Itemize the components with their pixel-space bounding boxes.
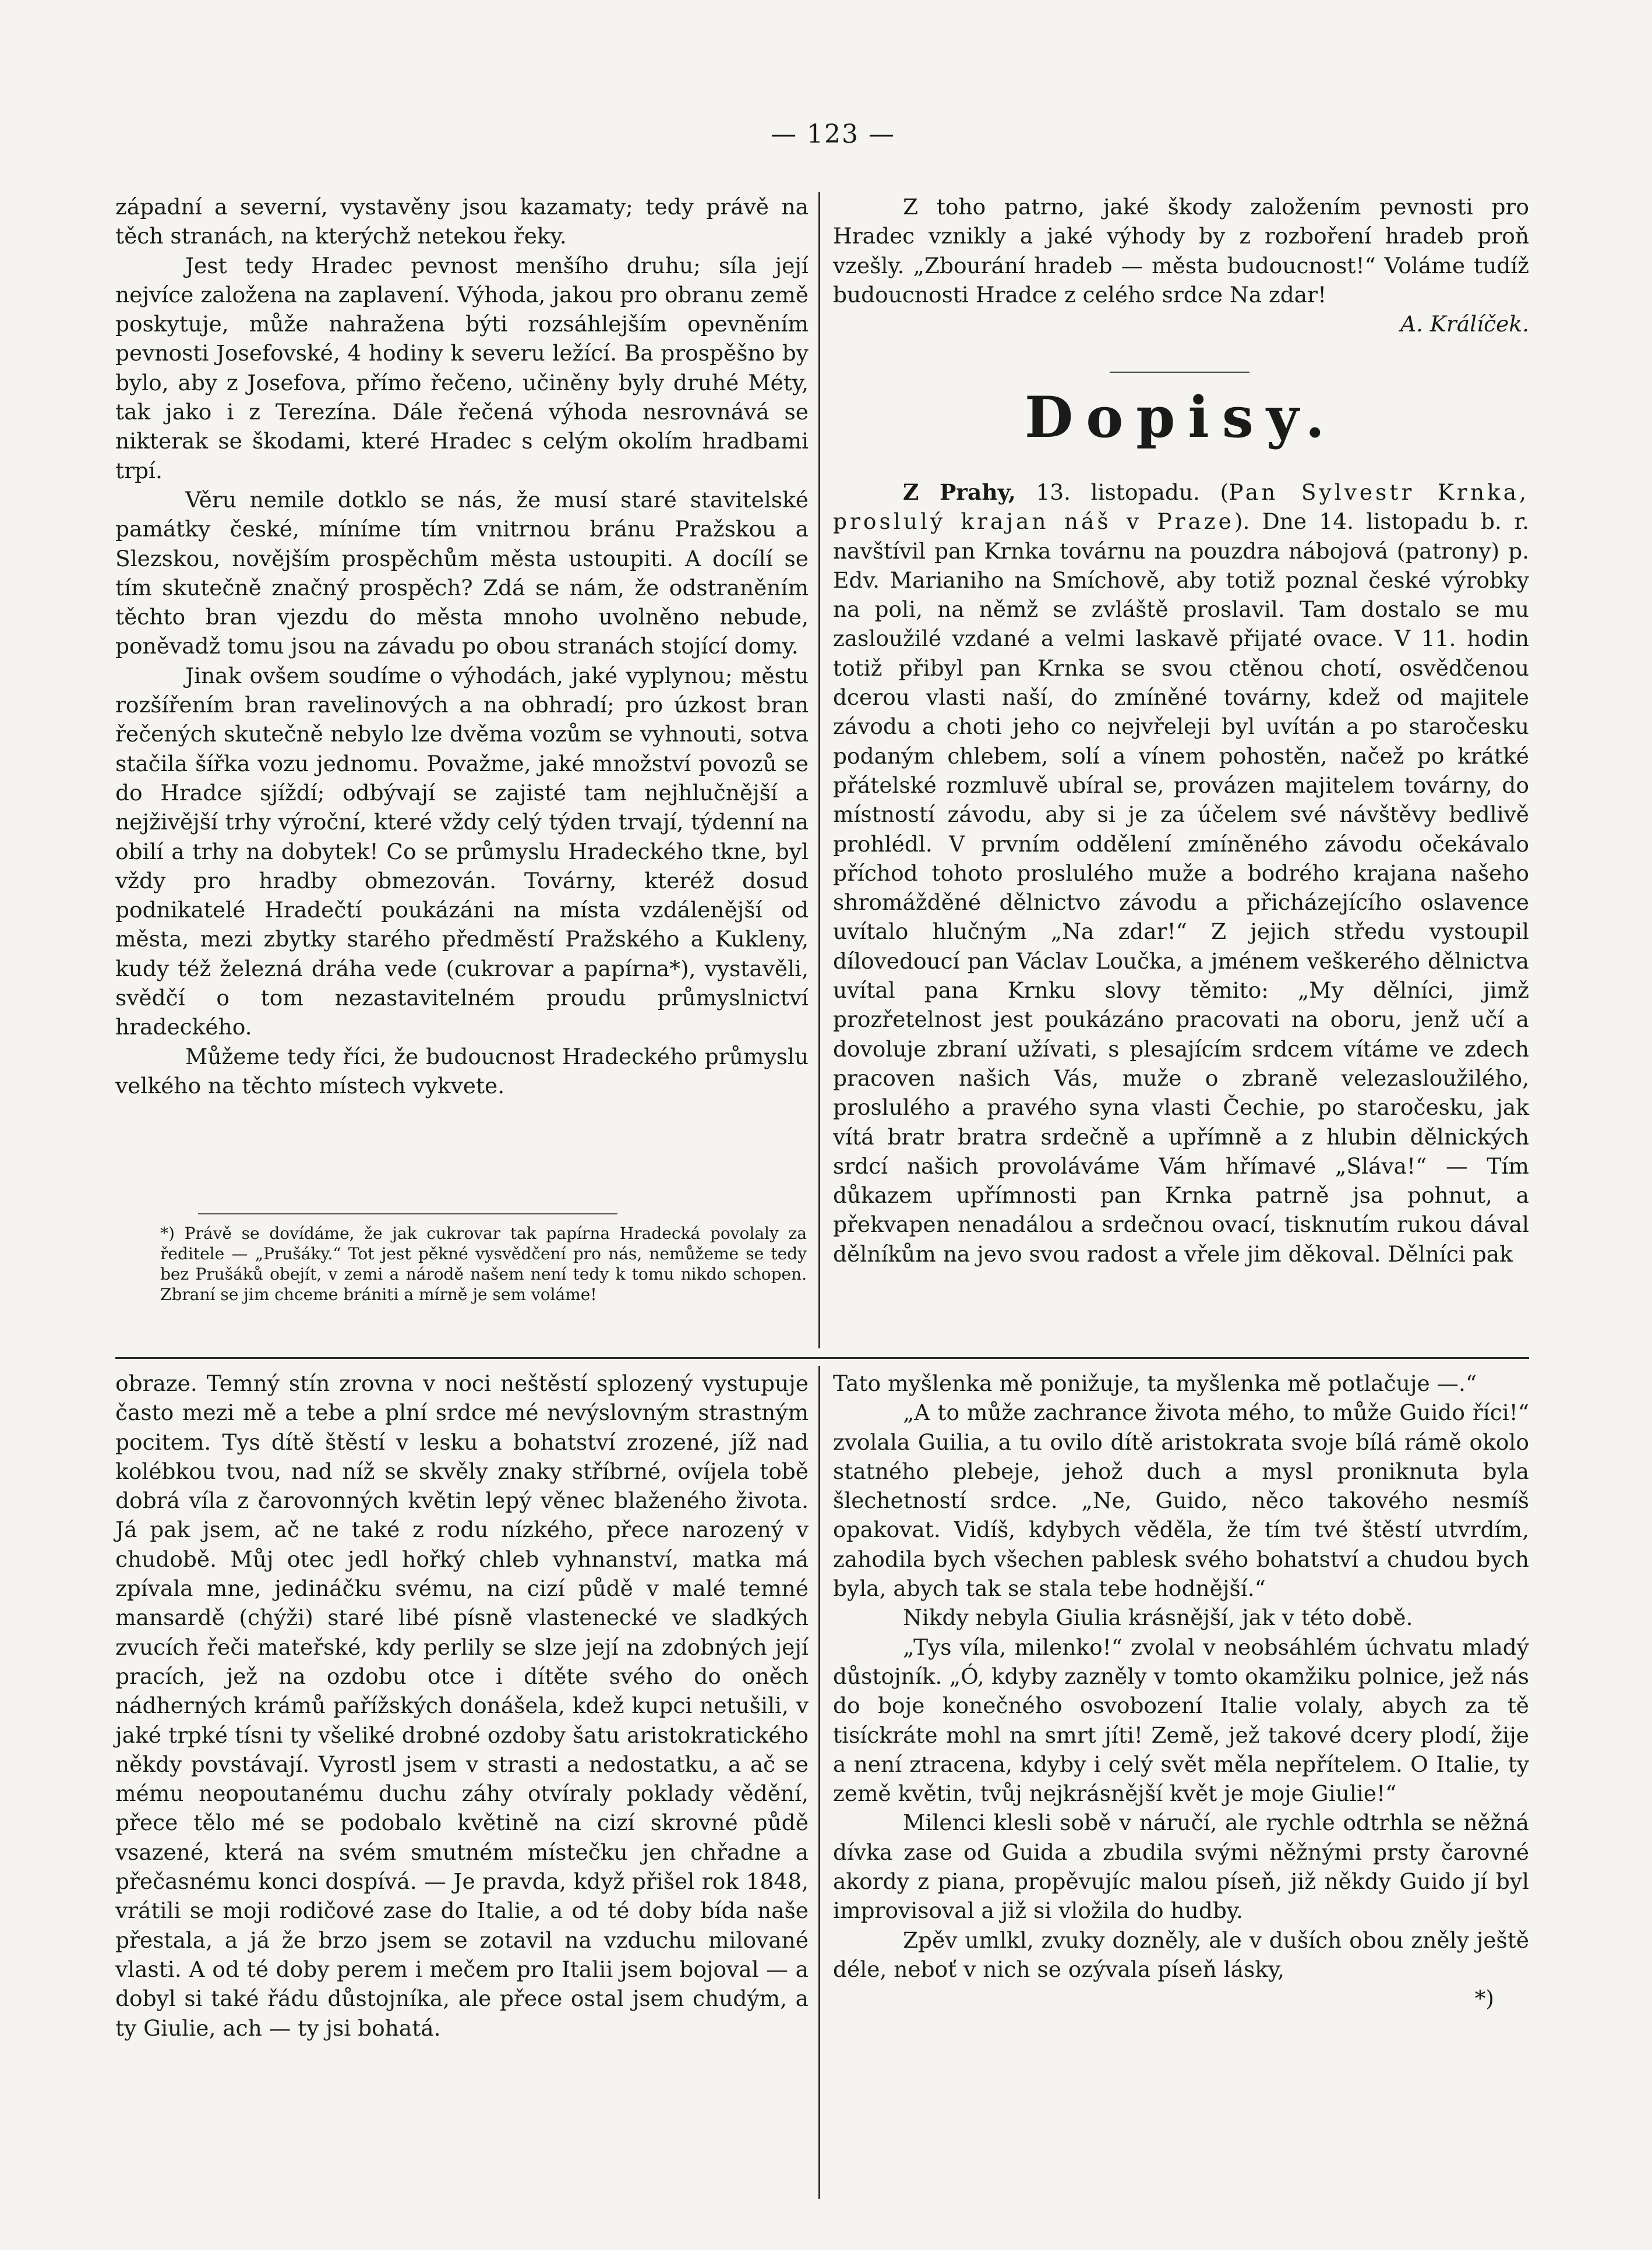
paragraph: Milenci klesli sobě v náručí, ale rychle odtrhla se něžná dívka zase od Guida a zbudila svými něžnými prsty čarovné akordy z piana, propěvujíc malou píseň, již někdy Guido jí byl improvisoval a již si vložila do hudby. xyxy=(833,1810,1529,1924)
column-divider-bottom xyxy=(818,1366,820,2199)
letter-body: ). Dne 14. listopadu b. r. navštívil pan Krnka továrnu na pouzdra nábojová (patrony) p. Edv. Marianiho na Smíchově, aby totiž poznal české výrobky na poli, na němž se zvláště proslavil. Tam dostalo se mu zasloužilé vzdané a velmi laskavě přijaté ovace. V 11. hodin totiž přibyl pan Krnka se svou ctěnou chotí, osvědčenou dcerou vlasti naší, do zmíněné továrny, kdež od majitele závodu a choti jeho co nejvřeleji byl uvítán a po staročesku podaným chlebem, solí a vínem pohostěn, načež po krátké přátelské rozmluvě ubíral se, provázen majitelem továrny, do místností závodu, aby si je za účelem své návštěvy bedlivě prohlédl. V prvním oddělení zmíněného závodu očekávalo příchod tohoto proslulého muže a bodrého krajana našeho shromážděné dělnictvo závodu a přicházejícího oslavence uvítalo hlučným „Na zdar!“ Z jejich středu vystoupil dílovedoucí pan Václav Loučka, a jménem veškerého dělnictva uvítal pana Krnku slovy těmito: „My dělníci, jimž prozřetelnost jest poukázáno pracovati na oboru, jenž učí a dovoluje zbraní užívati, s plesajícím srdcem vítáme ve zdech pracoven našich Vás, muže o zbraně velezasloužilého, proslulého a pravého syna vlasti Čechie, po staročesku, jak vítá bratr bratra srdečně a upřímně a z hlubin dělnických srdcí našich provoláváme Vám hřímavé „Sláva!“ — Tím důkazem upřímnosti pan Krnka patrně jsa pohnut, a překvapen nenadálou a srdečnou ovací, tisknutím rukou dával dělníkům na jevo svou radost a vřele jim děkoval. Dělníci pak xyxy=(833,508,1530,1267)
page-number: — 123 — xyxy=(771,119,895,149)
signature-line xyxy=(833,309,1529,338)
footnote-rule xyxy=(198,1213,617,1214)
author-signature: A. Králíček. xyxy=(1400,311,1529,337)
date: 13. listopadu. ( xyxy=(1015,479,1229,505)
letter-from-prague xyxy=(833,478,1529,1269)
article-hradec-continued xyxy=(115,192,809,1100)
footnote-text: *) Právě se dovídáme, že jak cukrovar tak papírna Hradecká povolaly za ředitele — „Prušáky.“ Tot jest pěkné vysvědčení pro nás, nemůžeme se tedy bez Prušáků obejít, v zemi a národě našem není tedy k tomu nikdo schopen. Zbraní se jim chceme brániti a mírně je sem voláme! xyxy=(160,1224,807,1304)
paragraph: Jest tedy Hradec pevnost menšího druhu; síla její nejvíce založena na zaplavení. Výhoda, jakou pro obranu země poskytuje, může nahražena býti rozsáhlejším opevněním pevnosti Josefovské, 4 hodiny k severu ležící. Ba prospěšno by bylo, aby z Josefova, přímo řečeno, učiněny byly druhé Méty, tak jako i z Terezína. Dále řečená výhoda nesrovnává se nikterak se škodami, které Hradec s celým okolím hradbami trpí. xyxy=(115,252,809,483)
article-end-rule xyxy=(1110,372,1249,373)
paragraph: Zpěv umlkl, zvuky dozněly, ale v duších obou zněly ještě déle, neboť v nich se ozývala píseň lásky, xyxy=(833,1927,1529,1982)
feuilleton-left xyxy=(115,1369,809,2043)
dateline: Z Prahy, xyxy=(903,479,1016,505)
spaced-text: Pan Sylvestr Krnka, proslulý krajan náš v Praze xyxy=(833,479,1529,535)
paragraph: „Tys víla, milenko!“ zvolal v neobsáhlém úchvatu mladý důstojník. „Ó, kdyby zazněly v tomto okamžiku polnice, jež nás do boje konečného osvobození Italie volaly, abych za tě tisíckráte mohl na smrt jíti! Země, jež takové dcery plodí, žije a není ztracena, kdyby i celý svět měla nepřítelem. O Italie, ty země květin, tvůj nejkrásnější květ je moje Giulie!“ xyxy=(833,1634,1529,1807)
section-divider xyxy=(115,1357,1529,1359)
paragraph: Věru nemile dotklo se nás, že musí staré stavitelské památky české, míníme tím vnitrnou bránu Pražskou a Slezskou, novějším prospěchům města ustoupiti. A docílí se tím skutečně značný prospěch? Zdá se nám, že odstraněním těchto bran vjezdu do města mnoho uvolněno nebude, poněvadž tomu jsou na závadu po obou stranách stojící domy. xyxy=(115,486,809,659)
section-heading-dopisy: Dopisy. xyxy=(1024,384,1338,450)
article-hradec-conclusion xyxy=(833,192,1529,338)
paragraph: Z toho patrno, jaké škody založením pevnosti pro Hradec vznikly a jaké výhody by z rozboření hradeb proň vzešly. „Zbourání hradeb — města budoucnost!“ Voláme tudíž budoucnosti Hradce z celého srdce Na zdar! xyxy=(833,194,1529,308)
paragraph xyxy=(833,478,1529,1269)
column-divider-top xyxy=(818,192,820,1348)
footnote xyxy=(160,1223,807,1305)
feuilleton-right xyxy=(833,1369,1529,2014)
paragraph: Můžeme tedy říci, že budoucnost Hradeckého průmyslu velkého na těchto místech vykvete. xyxy=(115,1043,809,1098)
paragraph: Jinak ovšem soudíme o výhodách, jaké vyplynou; městu rozšířením bran ravelinových a na obhradí; pro úzkost bran řečených skutečně nebylo lze dvěma vozům se vyhnouti, sotva stačila šířka vozu jednomu. Považme, jaké množství povozů se do Hradce sjíždí; odbývají se zajisté tam nejhlučnější a nejživější trhy výroční, které vždy celý týden trvají, týdenní na obilí a trhy na dobytek! Co se průmyslu Hradeckého tkne, byl vždy pro hradby obmezován. Továrny, kteréž dosud podnikatelé Hradečtí poukázáni na místa vzdálenější od města, mezi zbytky starého předměstí Pražského a Kukleny, kudy též železná dráha vede (cukrovar a papírna*), vystavěli, svědčí o tom nezastavitelném proudu průmyslnictví hradeckého. xyxy=(115,662,809,1040)
paragraph: obraze. Temný stín zrovna v noci neštěstí splozený vystupuje často mezi mě a tebe a plní srdce mé nevýslovným strastným pocitem. Tys dítě štěstí v lesku a bohatství zrozené, jíž nad kolébkou tvou, nad níž se skvěly znaky stříbrné, ovíjela tobě dobrá víla z čarovonných květin lepý věnec blaženého života. Já pak jsem, ač ne také z rodu nízkého, přece narozený v chudobě. Můj otec jedl hořký chleb vyhnanství, matka má zpívala mne, jedináčku svému, na cizí půdě v malé temné mansardě (chýži) staré libé písně vlastenecké ve sladkých zvucích řeči mateřské, kdy perlily se slze její na zdobných její pracích, jež na ozdobu otce i dítěte svého do oněch nádherných krámů pařížských donášela, kdež kupci netušili, v jaké trpké tísni ty všeliké drobné ozdoby šatu aristokratického někdy povstávají. Vyrostl jsem v strasti a nedostatku, a ač se mému neopoutanému duchu záhy otvíraly poklady vědění, přece tělo mé se podobalo květině na cizí skrovné půdě vsazené, která na svém smutném místečku jen chřadne a přečasnému konci dospívá. — Je pravda, když přišel rok 1848, vrátili se moji rodičové zase do Italie, a od té doby bída naše přestala, a já že brzo jsem se zotavil na vzduchu milované vlasti. A od té doby perem i mečem pro Italii jsem bojoval — a dobyl si také řádu důstojníka, ale přece ostal jsem chudým, a ty Giulie, ach — ty jsi bohatá. xyxy=(115,1371,809,2041)
paragraph: Tato myšlenka mě ponižuje, ta myšlenka mě potlačuje —.“ xyxy=(833,1371,1477,1396)
footnote-marker: *) xyxy=(1474,1986,1494,2012)
paragraph: „A to může zachrance života mého, to může Guido říci!“ zvolala Guilia, a tu ovilo dítě aristokrata svoje bílá rámě okolo statného plebeje, jehož duch a mysl proniknuta byla šlechetností srdce. „Ne, Guido, něco takového nesmíš opakovat. Vidíš, kdybych věděla, že tím tvé štěstí utvrdím, zahodila bych všechen pablesk svého bohatství a chudou bych byla, abych tak se stala tebe hodnější.“ xyxy=(833,1400,1529,1602)
paragraph: západní a severní, vystavěny jsou kazamaty; tedy právě na těch stranách, na kterýchž netekou řeky. xyxy=(115,194,809,249)
paragraph: Nikdy nebyla Giulia krásnější, jak v této době. xyxy=(903,1605,1413,1631)
